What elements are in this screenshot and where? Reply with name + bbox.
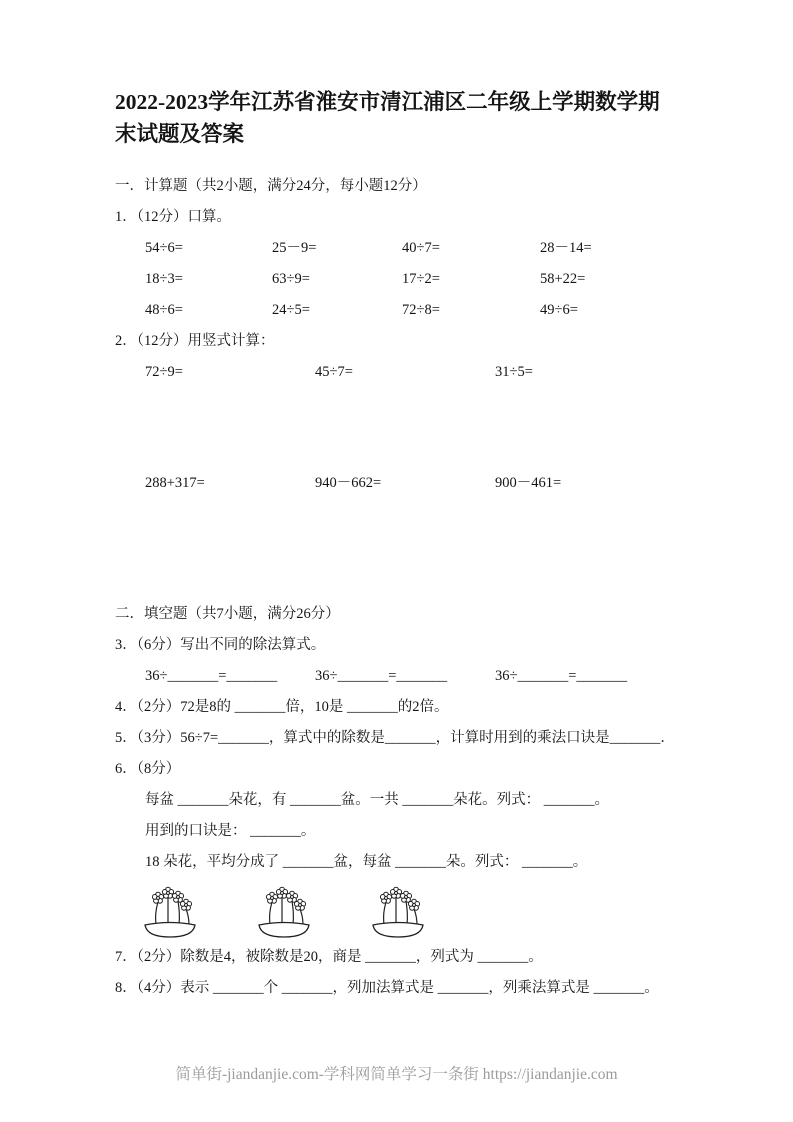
vertical-calc-expression: 288+317= xyxy=(145,474,205,491)
footer-link[interactable]: 简单街-jiandanjie.com-学科网简单学习一条街 https://jiandanjie.com xyxy=(175,1066,618,1083)
q2-label: 2．（12分）用竖式计算： xyxy=(115,332,275,349)
oral-calc-expression: 49÷6= xyxy=(540,301,578,318)
q1-label: 1．（12分）口算。 xyxy=(115,208,231,225)
section1-header: 一．计算题（共2小题，满分24分，每小题12分） xyxy=(115,177,427,194)
vertical-calc-row-2 xyxy=(145,468,680,499)
vertical-calc-expression: 45÷7= xyxy=(315,363,353,380)
oral-calc-expression: 18÷3= xyxy=(145,270,183,287)
exam-document xyxy=(115,0,680,1004)
oral-calc-row-2 xyxy=(145,264,680,295)
flower-pot-icon xyxy=(135,884,205,940)
q7-text: 7．（2分）除数是4，被除数是20，商是 _______，列式为 _______。 xyxy=(115,948,543,965)
q4-text: 4．（2分）72是8的 _______倍，10是 _______的2倍。 xyxy=(115,698,449,715)
oral-calc-expression: 48÷6= xyxy=(145,301,183,318)
q3-blanks-row xyxy=(145,661,680,692)
oral-calc-row-1 xyxy=(145,233,680,264)
flower-pot-icon xyxy=(249,884,319,940)
q5-text: 5．（3分）56÷7=_______，算式中的除数是_______，计算时用到的乘法口诀是_______． xyxy=(115,729,675,746)
vertical-calc-workspace xyxy=(115,388,680,468)
vertical-calc-expression: 72÷9= xyxy=(145,363,183,380)
oral-calc-expression: 24÷5= xyxy=(272,301,310,318)
flower-pots-illustration xyxy=(135,882,680,940)
oral-calc-expression: 25－9= xyxy=(272,239,317,256)
oral-calc-expression: 63÷9= xyxy=(272,270,310,287)
site-footer xyxy=(0,1062,793,1084)
flower-pot-icon xyxy=(363,884,433,940)
vertical-calc-row-1 xyxy=(145,357,680,388)
division-blank-expression: 36÷_______=_______ xyxy=(315,667,448,684)
oral-calc-expression: 40÷7= xyxy=(402,239,440,256)
vertical-calc-expression: 31÷5= xyxy=(495,363,533,380)
oral-calc-expression: 58+22= xyxy=(540,270,586,287)
oral-calc-expression: 28－14= xyxy=(540,239,592,256)
q3-label: 3．（6分）写出不同的除法算式。 xyxy=(115,636,326,653)
oral-calc-row-3 xyxy=(145,295,680,326)
division-blank-expression: 36÷_______=_______ xyxy=(145,667,278,684)
oral-calc-expression: 72÷8= xyxy=(402,301,440,318)
vertical-calc-workspace xyxy=(115,499,680,599)
oral-calc-expression: 17÷2= xyxy=(402,270,440,287)
division-blank-expression: 36÷_______=_______ xyxy=(495,667,628,684)
q6-line2: 用到的口诀是： _______。 xyxy=(145,822,316,839)
q8-text: 8．（4分）表示 _______个 _______，列加法算式是 _______，列乘法算式是 _______。 xyxy=(115,979,659,996)
q6-line3: 18 朵花，平均分成了 _______盆，每盆 _______朵。列式： _______。 xyxy=(145,853,588,870)
page-title: 2022-2023学年江苏省淮安市清江浦区二年级上学期数学期末试题及答案 xyxy=(115,90,660,147)
vertical-calc-expression: 900－461= xyxy=(495,474,562,491)
q6-label: 6．（8分） xyxy=(115,760,181,777)
q6-line1: 每盆 _______朵花，有 _______盆。一共 _______朵花。列式： _______。 xyxy=(145,791,609,808)
vertical-calc-expression: 940－662= xyxy=(315,474,382,491)
section2-header: 二．填空题（共7小题，满分26分） xyxy=(115,605,340,622)
oral-calc-expression: 54÷6= xyxy=(145,239,183,256)
